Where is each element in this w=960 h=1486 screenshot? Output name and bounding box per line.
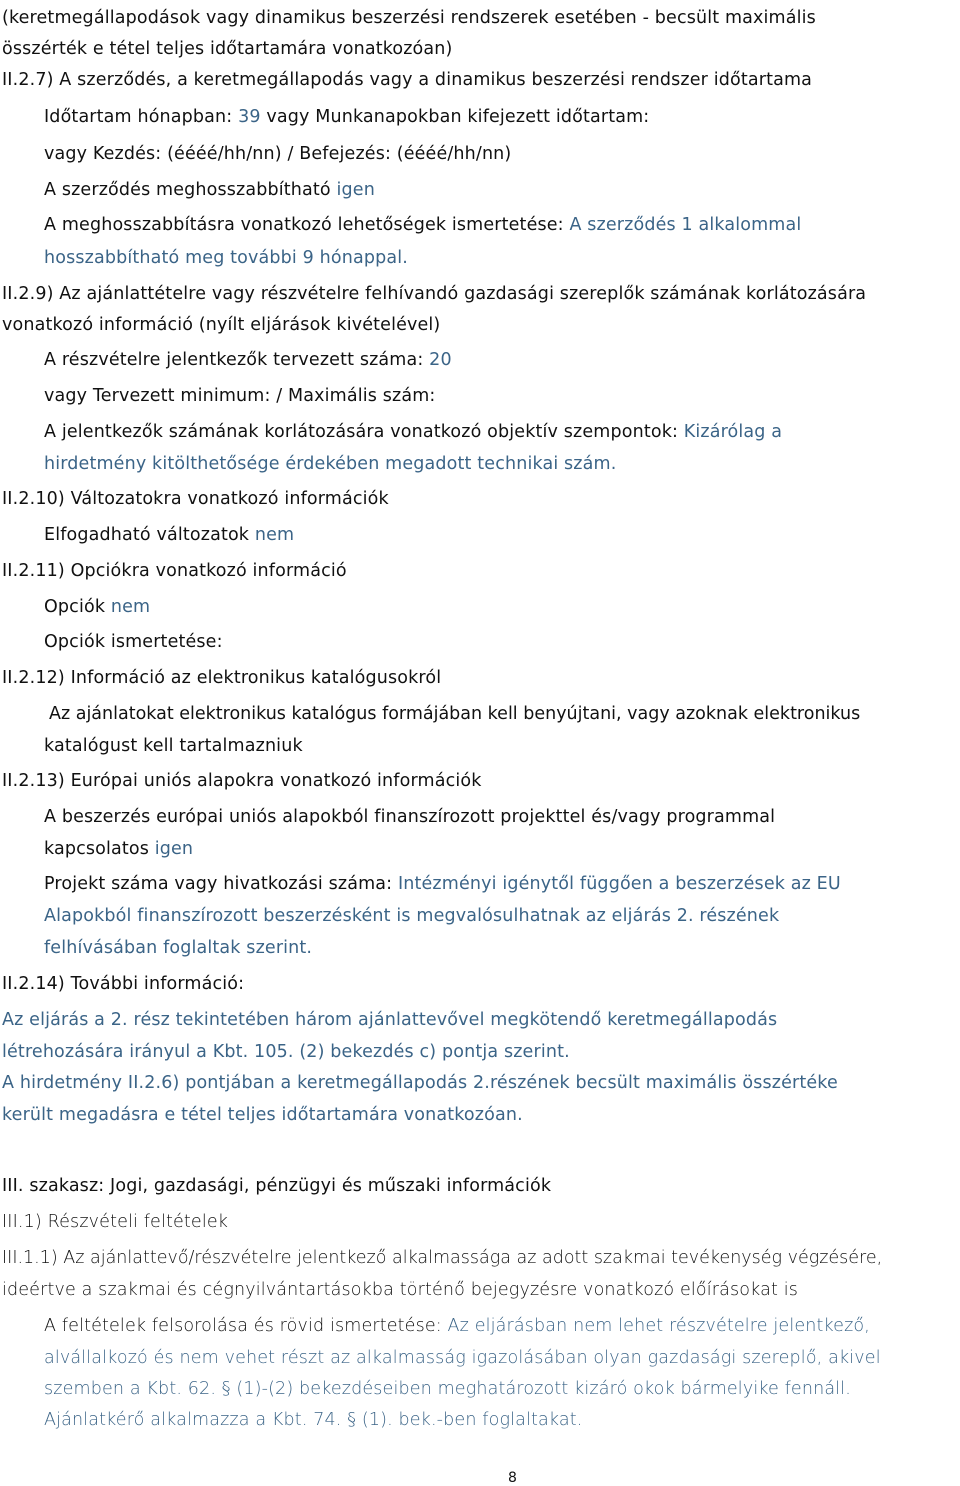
field-label: Opciók ismertetése: <box>44 632 223 652</box>
text-line: A beszerzés európai uniós alapokból finanszírozott projekttel és/vagy programmal <box>44 807 776 827</box>
field-line <box>44 213 801 237</box>
field-label: Elfogadható változatok <box>44 525 250 545</box>
field-value: hosszabbítható meg további 9 hónappal. <box>44 248 408 268</box>
field-line <box>44 837 193 861</box>
text-line: Az ajánlatokat elektronikus katalógus formájában kell benyújtani, vagy azoknak elektronikus <box>49 704 861 724</box>
field-value: igen <box>336 180 375 200</box>
text-line: összérték e tétel teljes időtartamára vonatkozóan) <box>2 39 453 59</box>
field-value: szemben a Kbt. 62. § (1)-(2) bekezdéseiben meghatározott kizáró okok bármelyike fennáll. <box>44 1379 851 1399</box>
field-value: igen <box>154 839 194 859</box>
field-line <box>44 523 294 547</box>
field-value: felhívásában foglaltak szerint. <box>44 938 313 958</box>
field-line <box>44 595 150 619</box>
field-value: 39 <box>238 107 261 127</box>
subsection-heading: III.1.1) Az ajánlattevő/részvételre jelentkező alkalmassága az adott szakmai tevékenység végzésére, <box>2 1248 883 1268</box>
text-line: katalógust kell tartalmazniuk <box>44 736 303 756</box>
section-heading: II.2.9) Az ajánlattételre vagy részvételre felhívandó gazdasági szereplők számának korlátozására <box>2 284 867 304</box>
field-label: vagy Munkanapokban kifejezett időtartam: <box>266 107 650 127</box>
field-line <box>44 178 375 202</box>
field-label: Projekt száma vagy hivatkozási száma: <box>44 874 393 894</box>
field-label: Időtartam hónapban: <box>44 107 233 127</box>
section-heading: vonatkozó információ (nyílt eljárások kivételével) <box>2 315 441 335</box>
field-value: Kizárólag a <box>683 422 783 442</box>
duration-line <box>44 105 649 129</box>
field-value: 20 <box>429 350 452 370</box>
field-label: A meghosszabbításra vonatkozó lehetőségek ismertetése: <box>44 215 564 235</box>
field-label: A részvételre jelentkezők tervezett száma: <box>44 350 424 370</box>
field-value: nem <box>254 525 295 545</box>
field-label: A jelentkezők számának korlátozására vonatkozó objektív szempontok: <box>44 422 679 442</box>
section-heading: II.2.7) A szerződés, a keretmegállapodás vagy a dinamikus beszerzési rendszer időtartama <box>2 70 813 90</box>
field-value: Ajánlatkérő alkalmazza a Kbt. 74. § (1). bek.-ben foglaltakat. <box>44 1410 583 1430</box>
field-label: Opciók <box>44 597 106 617</box>
field-value: alvállalkozó és nem vehet részt az alkalmasság igazolásában olyan gazdasági szereplő, akivel <box>44 1348 881 1368</box>
part-heading: III. szakasz: Jogi, gazdasági, pénzügyi és műszaki információk <box>2 1176 552 1196</box>
paragraph-line: létrehozására irányul a Kbt. 105. (2) bekezdés c) pontja szerint. <box>2 1042 570 1062</box>
section-heading: II.2.12) Információ az elektronikus katalógusokról <box>2 668 442 688</box>
section-heading: II.2.13) Európai uniós alapokra vonatkozó információk <box>2 771 482 791</box>
page-number: 8 <box>508 1470 518 1486</box>
field-label: kapcsolatos <box>44 839 150 859</box>
field-value: A szerződés 1 alkalommal <box>569 215 802 235</box>
field-line <box>44 348 452 372</box>
field-label: A feltételek felsorolása és rövid ismertetése: <box>44 1316 442 1336</box>
field-line <box>44 872 841 896</box>
text-line: (keretmegállapodások vagy dinamikus beszerzési rendszerek esetében - becsült maximális <box>2 8 816 28</box>
field-value: Alapokból finanszírozott beszerzésként is megvalósulhatnak az eljárás 2. részének <box>44 906 780 926</box>
field-value: Intézményi igénytől függően a beszerzések az EU <box>397 874 841 894</box>
field-value: hirdetmény kitölthetősége érdekében megadott technikai szám. <box>44 454 617 474</box>
paragraph-line: A hirdetmény II.2.6) pontjában a keretmegállapodás 2.részének becsült maximális összértéke <box>2 1073 838 1093</box>
subsection-heading: III.1) Részvételi feltételek <box>2 1212 229 1232</box>
field-value: Az eljárásban nem lehet részvételre jelentkező, <box>447 1316 870 1336</box>
text-line: vagy Tervezett minimum: / Maximális szám: <box>44 386 436 406</box>
field-label: A szerződés meghosszabbítható <box>44 180 331 200</box>
paragraph-line: került megadásra e tétel teljes időtartamára vonatkozóan. <box>2 1105 523 1125</box>
field-line <box>44 1314 870 1338</box>
section-heading: II.2.14) További információ: <box>2 974 245 994</box>
section-heading: II.2.11) Opciókra vonatkozó információ <box>2 561 347 581</box>
field-value: nem <box>110 597 151 617</box>
section-heading: II.2.10) Változatokra vonatkozó információk <box>2 489 389 509</box>
text-line: vagy Kezdés: (éééé/hh/nn) / Befejezés: (éééé/hh/nn) <box>44 144 512 164</box>
field-line <box>44 420 782 444</box>
paragraph-line: Az eljárás a 2. rész tekintetében három ajánlattevővel megkötendő keretmegállapodás <box>2 1010 778 1030</box>
subsection-heading: ideértve a szakmai és cégnyilvántartásokba történő bejegyzésre vonatkozó előírásokat is <box>2 1280 798 1300</box>
